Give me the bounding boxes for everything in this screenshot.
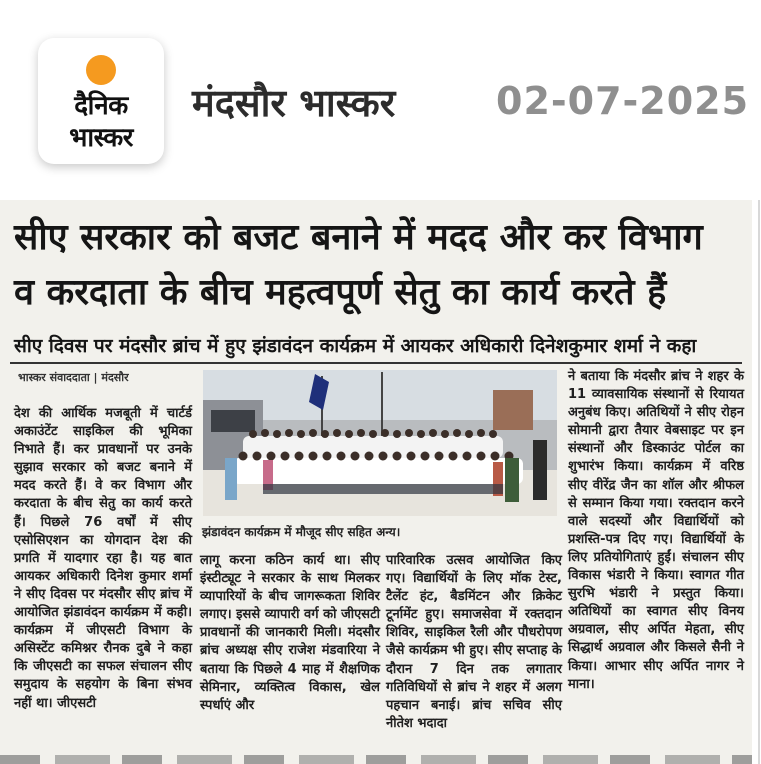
headline-line-1: सीए सरकार को बजट बनाने में मदद और कर विभाग — [14, 217, 703, 258]
group-photo-illustration — [203, 370, 557, 516]
edition-title: मंदसौर भास्कर — [192, 81, 396, 125]
article-column-2: लागू करना कठिन कार्य था। सीए इंस्टीट्यूट ने सरकार के साथ मिलकर व्यापारियों के बीच जागरूकता शिविर लगाए। इससे व्यापारी वर्ग को जीएसटी प्रावधानों की जानकारी मिली। मंदसौर ब्रांच अध्यक्ष सीए राजेश मंडवारिया ने बताया कि पिछले 4 माह में शैक्षणिक सेमिनार, व्यक्तित्व विकास, खेल स्पर्धाएं और — [200, 553, 380, 713]
edition-date: 02-07-2025 — [496, 79, 750, 123]
article-column-4: ने बताया कि मंदसौर ब्रांच ने शहर के 11 व्यावसायिक संस्थानों से रियायत अनुबंध किए। अतिथियों ने सीए रोहन सोमानी द्वारा तैयार वेबसाइट पर इन संस्थानों और डिस्काउंट पोर्टल का शुभारंभ किया। कार्यक्रम में वरिष्ठ सीए वीरेंद्र जैन का शॉल और श्रीफल से सम्मान किया गया। रक्तदान करने वाले सदस्यों और विद्यार्थियों को प्रशस्ति-पत्र दिए गए। विद्यार्थियों के लिए प्रतियोगिताएं हुईं। संचालन सीए विकास भंडारी ने किया। स्वागत गीत सुरभि भंडारी ने प्रस्तुत किया। अतिथियों का स्वागत सीए विनय अग्रवाल, सीए अर्पित मेहता, सीए सिद्धार्थ अग्रवाल और किसले सैनी ने किया। आभार सीए अर्पित नागर ने माना। — [568, 369, 744, 692]
photo-caption: झंडावंदन कार्यक्रम में मौजूद सीए सहित अन्य। — [202, 525, 401, 539]
article-headline — [14, 210, 739, 320]
group-photo — [203, 370, 557, 516]
article-subheadline: सीए दिवस पर मंदसौर ब्रांच में हुए झंडावंदन कार्यक्रम में आयकर अधिकारी दिनेशकुमार शर्मा ने कहा — [14, 335, 697, 357]
article-byline: भास्कर संवाददाता | मंदसौर — [18, 371, 129, 384]
clipping-right-border — [758, 200, 760, 764]
cut-off-next-article-strip — [0, 755, 752, 764]
dainik-bhaskar-logo — [38, 38, 164, 164]
headline-line-2: व करदाता के बीच महत्वपूर्ण सेतु का कार्य करते हैं — [14, 272, 667, 313]
article-column-1: देश की आर्थिक मजबूती में चार्टर्ड अकाउंटेंट साइकिल की भूमिका निभाते हैं। कर प्रावधानों पर उनके सुझाव सरकार को बजट बनाने में मदद करते हैं। वे कर विभाग और करदाता के बीच सेतु का कार्य करते हैं। पिछले 76 वर्षों में सीए एसोसिएशन का योगदान देश की प्रगति में यादगार रहा है। यह बात आयकर अधिकारी दिनेश कुमार शर्मा ने सीए दिवस पर मंदसौर सीए ब्रांच में आयोजित झंडावंदन कार्यक्रम में कही। कार्यक्रम में जीएसटी विभाग के असिस्टेंट कमिश्नर रौनक दुबे ने कहा कि जीएसटी का सफल संचालन सीए समुदाय के सहयोग के बिना संभव नहीं था। जीएसटी — [14, 406, 192, 711]
article-column-3: पारिवारिक उत्सव आयोजित किए गए। विद्यार्थियों के लिए मॉक टेस्ट, टैलेंट हंट, बैडमिंटन और क्रिकेट टूर्नामेंट हुए। समाजसेवा में रक्तदान शिविर, साइकिल रैली और पौधरोपण जैसे कार्यक्रम भी हुए। सीए सप्ताह के दौरान 7 दिन तक लगातार गतिविधियों से ब्रांच ने शहर में अलग पहचान बनाई। ब्रांच सचिव सीए नीतेश भदादा — [386, 553, 562, 731]
logo-text-line1: दैनिक — [74, 91, 128, 121]
logo-sun-icon — [86, 55, 116, 85]
logo-text-line2: भास्कर — [69, 123, 133, 153]
news-clipping — [0, 200, 752, 764]
page-header — [0, 0, 761, 195]
headline-divider — [10, 362, 742, 364]
